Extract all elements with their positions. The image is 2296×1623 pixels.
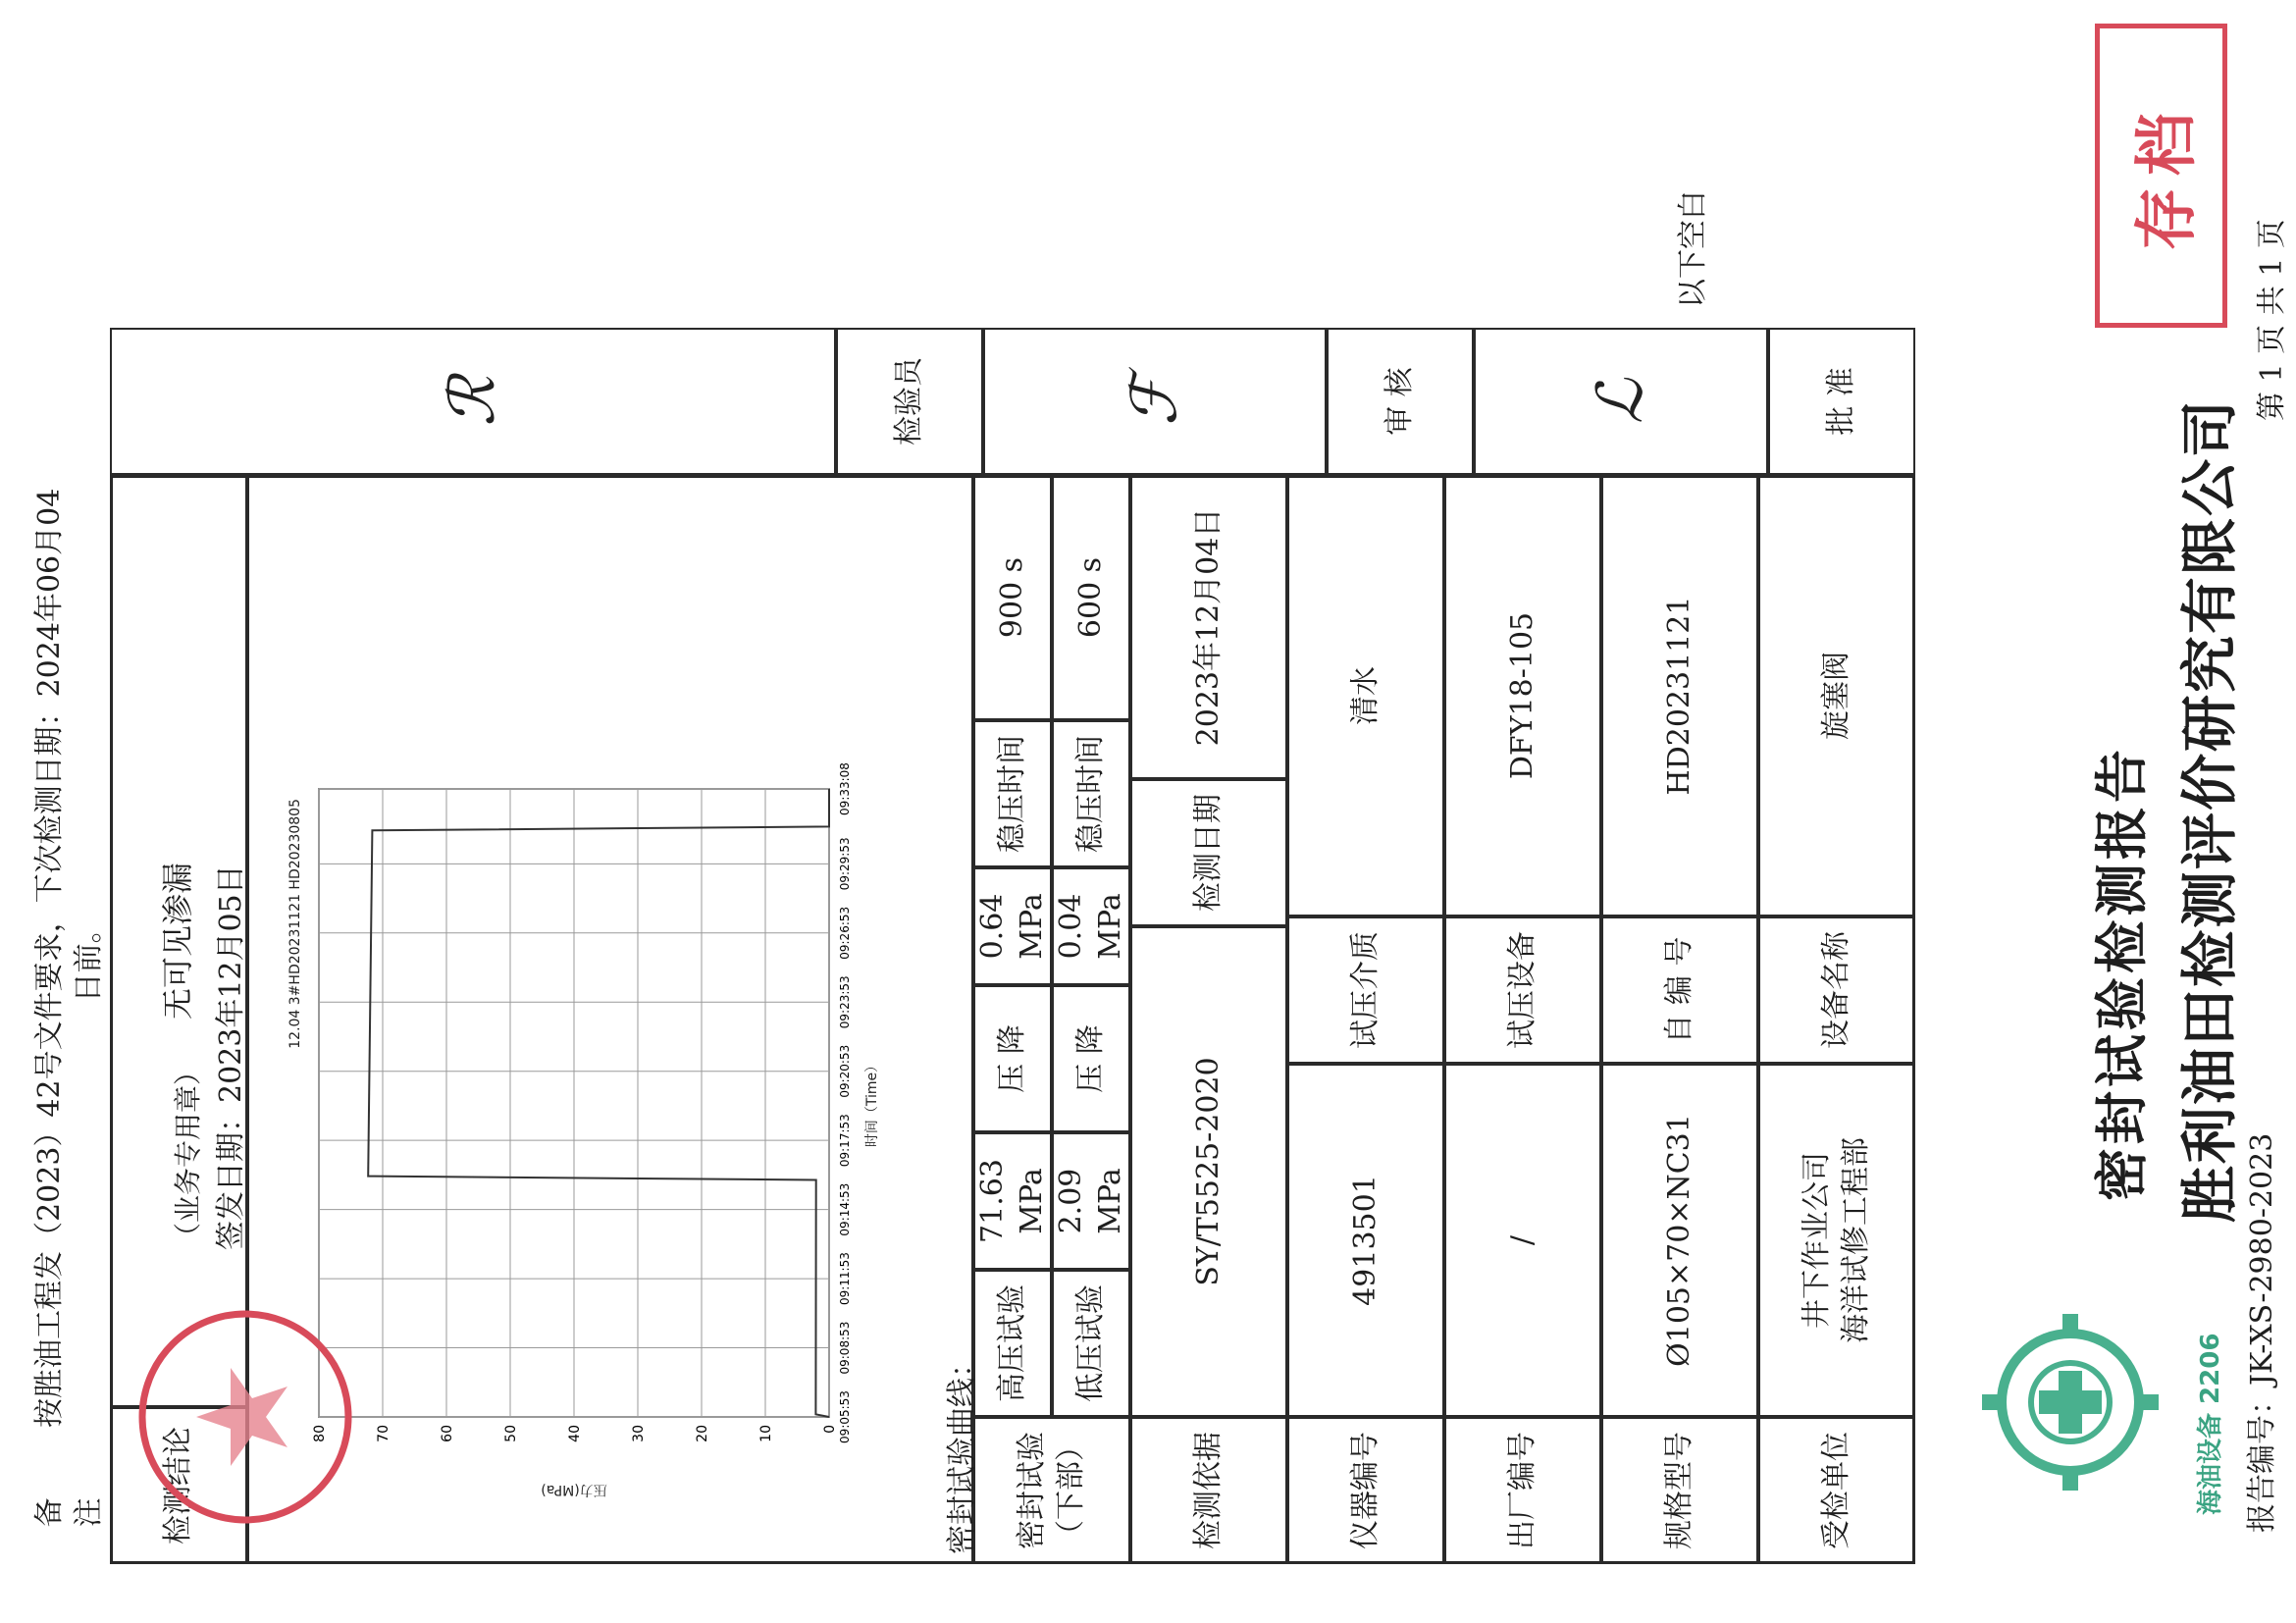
low-drop-value: 0.04 MPa (1052, 867, 1130, 985)
gear-logo-icon (1953, 1275, 2188, 1530)
client-value-line2: 海洋试修工程部 (1839, 1137, 1873, 1343)
chart-x-axis-label: 时间（Time） (864, 1058, 880, 1148)
high-hold-label: 稳压时间 (973, 720, 1052, 867)
issue-date: 签发日期：2023年12月05日 (214, 864, 248, 1250)
factory-no-label: 出厂编号 (1444, 1417, 1601, 1564)
remark-value: 按胜油工程发（2023）42号文件要求，下次检测日期：2024年06月04日前。 (31, 488, 106, 1428)
inspector-signature: ℛ (110, 328, 836, 475)
low-hold-value: 600 s (1052, 475, 1130, 720)
approve-label: 批 准 (1768, 328, 1915, 475)
remark-row (29, 475, 110, 1564)
conclusion-value: 无可见渗漏 (159, 863, 197, 1021)
chart-y-tick-label: 80 (312, 1425, 328, 1442)
chart-x-tick-label: 09:20:53 (838, 1044, 852, 1098)
remark-label: 备 注 (31, 1497, 106, 1528)
chart-x-tick-label: 09:05:53 (838, 1390, 852, 1443)
seal-test-label-line1: 密封试验 (1014, 1432, 1049, 1549)
chart-x-tick-label: 09:33:08 (838, 762, 852, 815)
medium-value: 清水 (1287, 475, 1444, 916)
conclusion-label: 检测结论 (110, 1407, 247, 1564)
high-drop-value: 0.64 MPa (973, 867, 1052, 985)
curve-label: 密封试验曲线： (945, 1348, 979, 1554)
footer-blank-note: 以下空白 (1676, 190, 1710, 308)
pressure-series-line (368, 789, 829, 1417)
chart-x-tick-label: 09:17:53 (838, 1114, 852, 1168)
spec-value: Ø105×70×NC31 (1601, 1064, 1758, 1417)
chart-y-axis-label: 压力(MPa) (541, 1482, 607, 1497)
chart-x-tick-label: 09:14:53 (838, 1182, 852, 1236)
chart-y-tick-label: 40 (567, 1425, 583, 1442)
basis-label: 检测依据 (1130, 1417, 1287, 1564)
review-label: 审 核 (1327, 328, 1474, 475)
equip-name-value: 旋塞阀 (1758, 475, 1915, 916)
test-equip-value: DFY18-105 (1444, 475, 1601, 916)
low-drop-label: 压 降 (1052, 985, 1130, 1132)
equip-name-label: 设备名称 (1758, 916, 1915, 1064)
seal-note: （业务专用章） (172, 1057, 204, 1250)
chart-x-tick-label: 09:11:53 (838, 1252, 852, 1306)
archive-stamp: 存档 (2095, 24, 2227, 328)
high-pressure-value: 71.63 MPa (973, 1132, 1052, 1270)
high-drop-label: 压 降 (973, 985, 1052, 1132)
chart-y-tick-label: 10 (758, 1425, 774, 1442)
chart-y-tick-label: 20 (695, 1425, 710, 1442)
chart-y-tick-label: 50 (503, 1425, 519, 1442)
instrument-label: 仪器编号 (1287, 1417, 1444, 1564)
chart-ticks (312, 762, 852, 1443)
low-pressure-value: 2.09 MPa (1052, 1132, 1130, 1270)
instrument-value: 4913501 (1287, 1064, 1444, 1417)
medium-label: 试压介质 (1287, 916, 1444, 1064)
inspector-label: 检验员 (836, 328, 983, 475)
seal-test-label (973, 1417, 1130, 1564)
chart-title: 12.04 3#HD20231121 HD20230805 (287, 799, 303, 1049)
chart-y-tick-label: 30 (631, 1425, 647, 1442)
logo-caption: 海油设备 2206 (2196, 1333, 2225, 1515)
self-no-value: HD20231121 (1601, 475, 1758, 916)
test-equip-label: 试压设备 (1444, 916, 1601, 1064)
client-value (1758, 1064, 1915, 1417)
official-seal-icon (128, 1299, 363, 1535)
chart-grid (319, 789, 829, 1417)
high-pressure-label: 高压试验 (973, 1270, 1052, 1417)
page-info: 第 1 页 共 1 页 (2255, 219, 2289, 421)
chart-x-tick-label: 09:29:53 (838, 837, 852, 891)
report-title: 密封试验检测报告 (2090, 746, 2153, 1201)
chart-x-tick-label: 09:23:53 (838, 975, 852, 1029)
client-label: 受检单位 (1758, 1417, 1915, 1564)
spec-label: 规格型号 (1601, 1417, 1758, 1564)
high-hold-value: 900 s (973, 475, 1052, 720)
approve-signature: ℒ (1474, 328, 1768, 475)
review-signature: ℱ (983, 328, 1327, 475)
date-label: 检测日期 (1130, 779, 1287, 926)
chart-y-tick-label: 0 (822, 1425, 838, 1434)
company-title: 胜利油田检测评价研究有限公司 (2176, 397, 2243, 1223)
chart-y-tick-label: 70 (376, 1425, 391, 1442)
chart-x-tick-label: 09:08:53 (838, 1321, 852, 1375)
seal-test-label-line2: （下部） (1054, 1432, 1088, 1549)
low-hold-label: 稳压时间 (1052, 720, 1130, 867)
chart-y-tick-label: 60 (440, 1425, 455, 1442)
date-value: 2023年12月04日 (1130, 475, 1287, 779)
self-no-label: 自 编 号 (1601, 916, 1758, 1064)
low-pressure-label: 低压试验 (1052, 1270, 1130, 1417)
report-number: 报告编号：JK-XS-2980-2023 (2245, 1132, 2279, 1533)
client-value-line1: 井下作业公司 (1799, 1152, 1834, 1329)
factory-no-value: / (1444, 1064, 1601, 1417)
chart-x-tick-label: 09:26:53 (838, 906, 852, 960)
basis-value: SY/T5525-2020 (1130, 926, 1287, 1417)
